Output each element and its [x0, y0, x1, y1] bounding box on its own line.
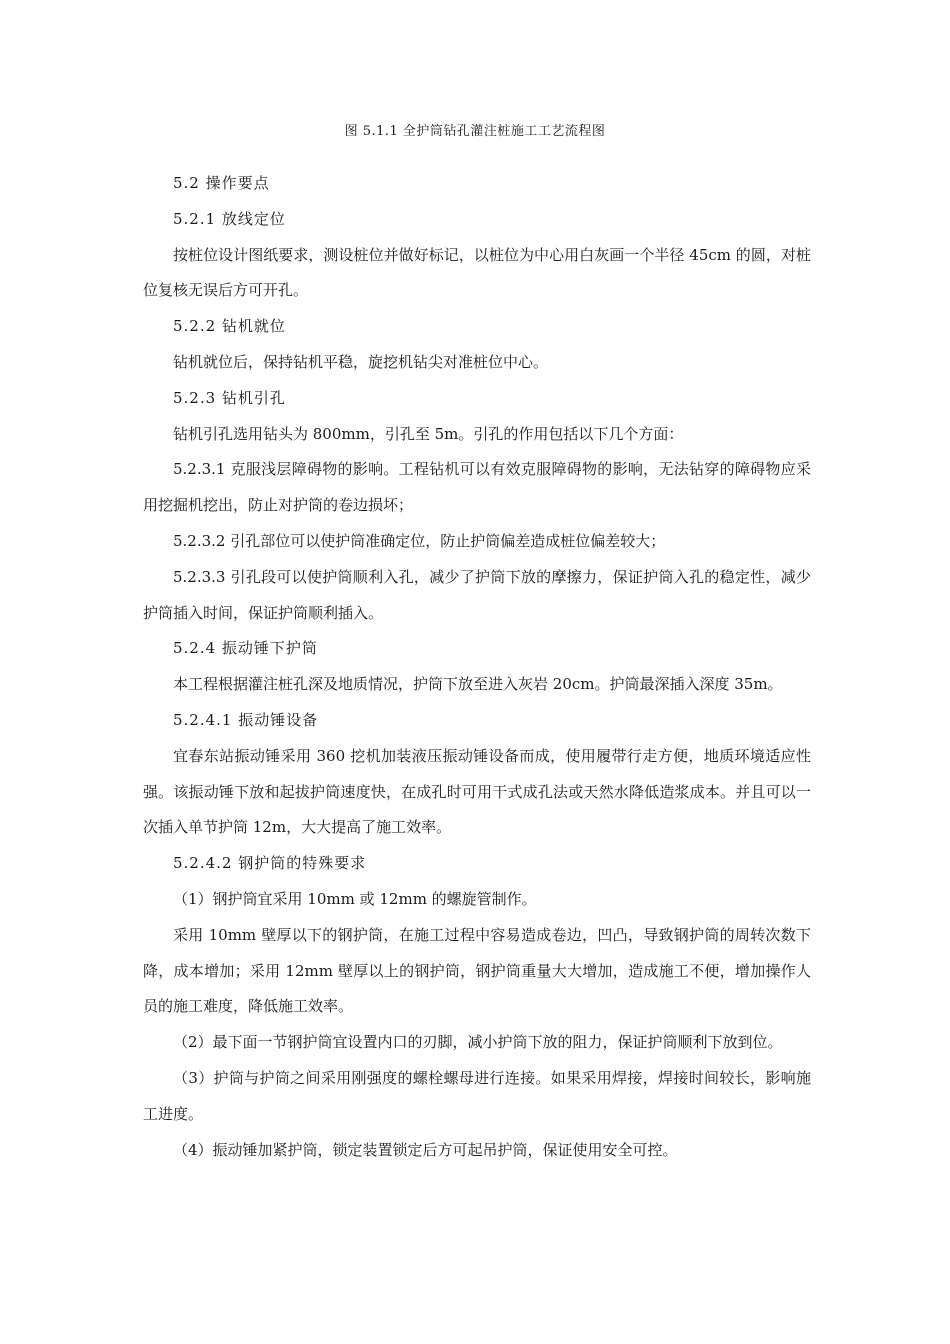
- list-item: （1）钢护筒宜采用 10mm 或 12mm 的螺旋管制作。: [173, 889, 537, 908]
- body-text: [143, 166, 811, 1168]
- paragraph: 按桩位设计图纸要求，测设桩位并做好标记，以桩位为中心用白灰画一个半径 45cm 的圆，对桩位复核无误后方可开孔。: [143, 245, 811, 300]
- subsection-heading: 5.2.4.1 振动锤设备: [173, 710, 319, 729]
- paragraph: 5.2.3.1 克服浅层障碍物的影响。工程钻机可以有效克服障碍物的影响，无法钻穿的障碍物应采用挖掘机挖出，防止对护筒的卷边损坏；: [143, 460, 811, 515]
- paragraph: 宜春东站振动锤采用 360 挖机加装液压振动锤设备而成，使用履带行走方便，地质环境适应性强。该振动锤下放和起拔护筒速度快，在成孔时可用干式成孔法或天然水降低造浆成本。并且可以一次插入单节护筒 12m，大大提高了施工效率。: [143, 746, 811, 837]
- paragraph: 采用 10mm 壁厚以下的钢护筒，在施工过程中容易造成卷边，凹凸，导致钢护筒的周转次数下降，成本增加；采用 12mm 壁厚以上的钢护筒，钢护筒重量大大增加，造成施工不便，增加操作人员的施工难度，降低施工效率。: [143, 925, 811, 1016]
- list-item: （2）最下面一节钢护筒宜设置内口的刃脚，减小护筒下放的阻力，保证护筒顺利下放到位。: [173, 1033, 783, 1052]
- paragraph: 本工程根据灌注桩孔深及地质情况，护筒下放至进入灰岩 20cm。护筒最深插入深度 35m。: [173, 675, 783, 694]
- paragraph: 5.2.3.3 引孔段可以使护筒顺利入孔，减少了护筒下放的摩擦力，保证护筒入孔的稳定性，减少护筒插入时间，保证护筒顺利插入。: [143, 567, 811, 622]
- subsection-heading: 5.2.4 振动锤下护筒: [173, 639, 318, 658]
- paragraph: 钻机就位后，保持钻机平稳，旋挖机钻尖对准桩位中心。: [173, 352, 549, 371]
- subsection-heading: 5.2.1 放线定位: [173, 209, 286, 228]
- subsection-heading: 5.2.3 钻机引孔: [173, 388, 286, 407]
- section-heading: 5.2 操作要点: [173, 174, 270, 192]
- list-item: （4）振动锤加紧护筒，锁定装置锁定后方可起吊护筒，保证使用安全可控。: [173, 1140, 678, 1159]
- paragraph: 5.2.3.2 引孔部位可以使护筒准确定位，防止护筒偏差造成桩位偏差较大；: [173, 531, 666, 550]
- figure-caption: 图 5.1.1 全护筒钻孔灌注桩施工工艺流程图: [344, 124, 606, 139]
- list-item: （3）护筒与护筒之间采用刚强度的螺栓螺母进行连接。如果采用焊接，焊接时间较长，影响施工进度。: [143, 1068, 811, 1123]
- paragraph: 钻机引孔选用钻头为 800mm，引孔至 5m。引孔的作用包括以下几个方面：: [173, 424, 684, 443]
- subsection-heading: 5.2.2 钻机就位: [173, 317, 286, 336]
- subsection-heading: 5.2.4.2 钢护筒的特殊要求: [173, 854, 367, 873]
